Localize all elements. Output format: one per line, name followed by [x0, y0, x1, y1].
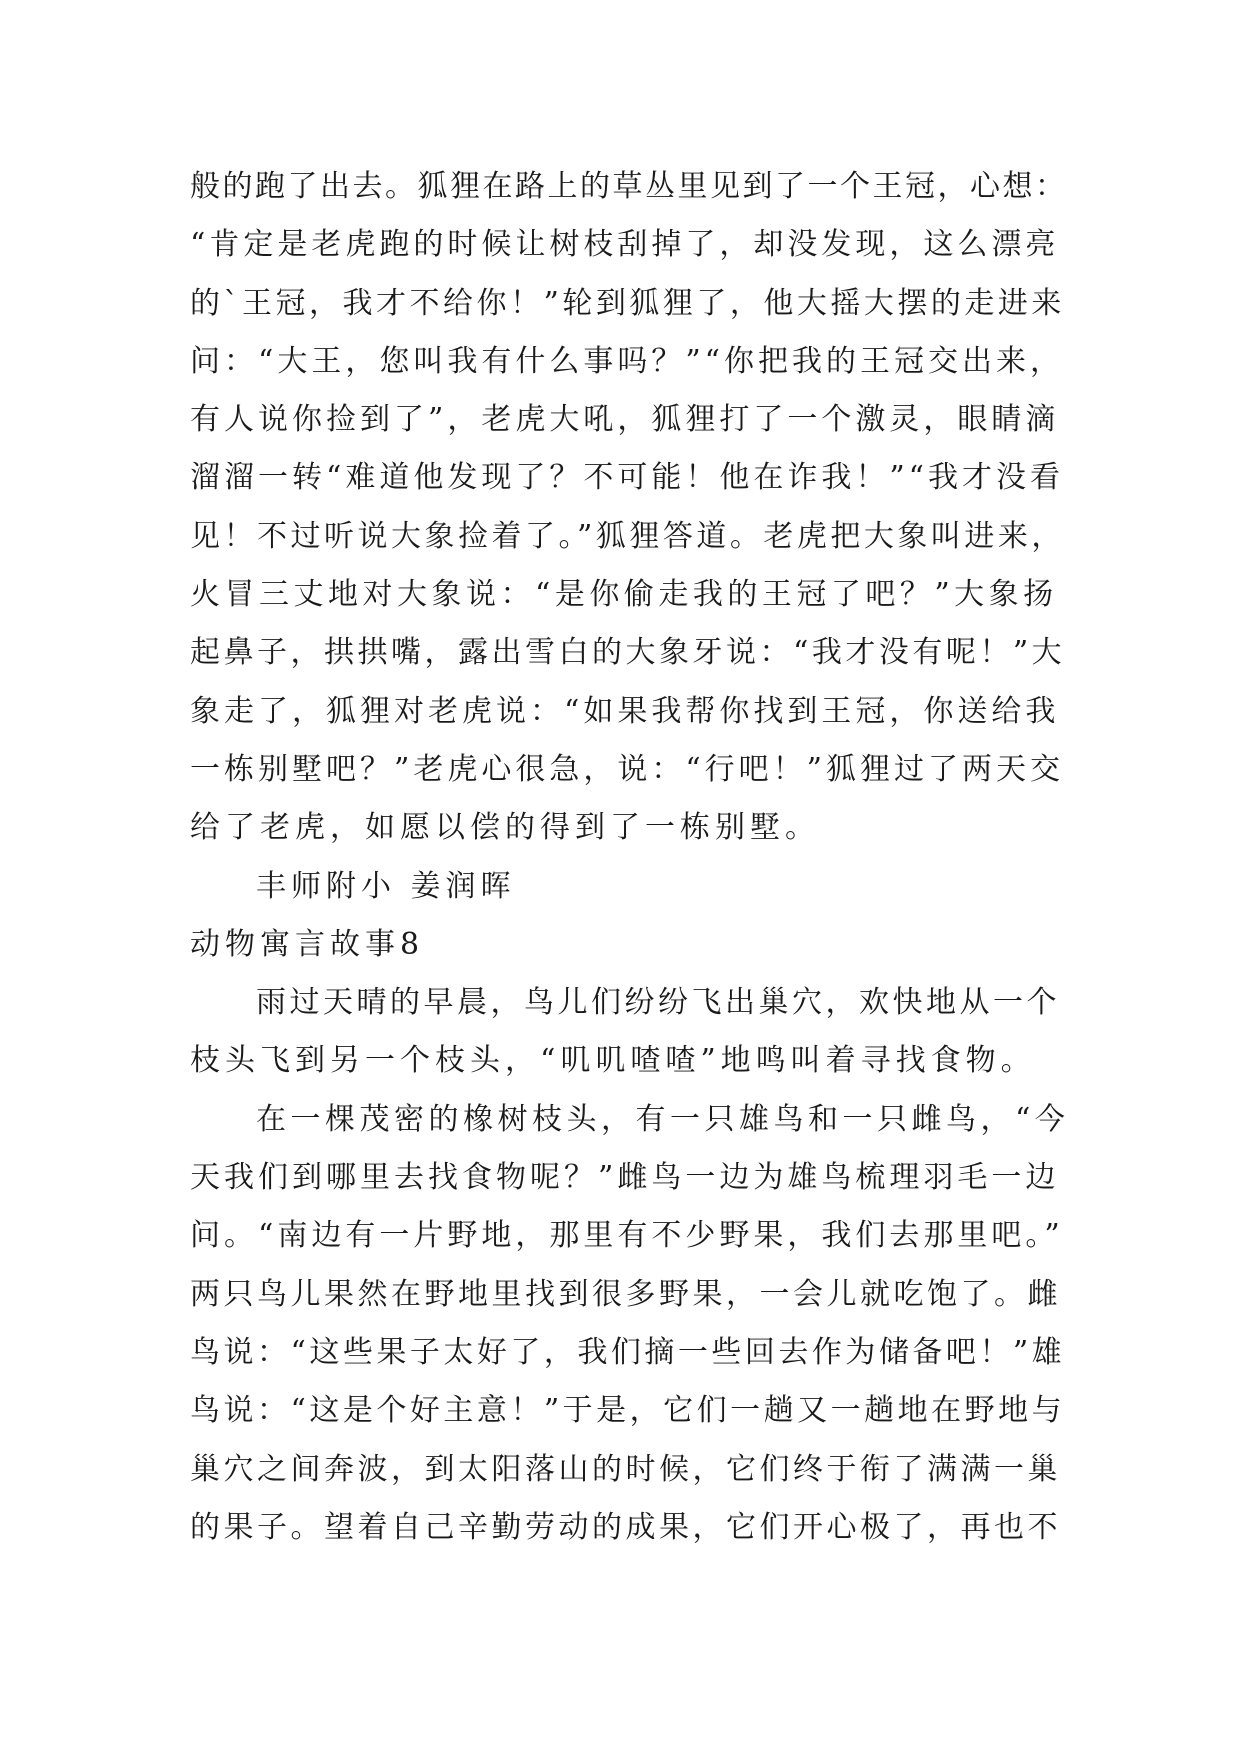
text-line: 般的跑了出去。狐狸在路上的草丛里见到了一个王冠，心想： — [190, 169, 1068, 204]
text-line: “肯定是老虎跑的时候让树枝刮掉了，却没发现，这么漂亮 — [190, 227, 1060, 263]
text-line: 在一棵茂密的橡树枝头，有一只雄鸟和一只雌鸟，“今 — [256, 1101, 1070, 1137]
text-line: 动物寓言故事8 — [190, 926, 425, 962]
text-line: 一栋别墅吧？”老虎心很急，说：“行吧！”狐狸过了两天交 — [190, 751, 1065, 787]
text-line: 的`王冠，我才不给你！”轮到狐狸了，他大摇大摆的走进来 — [190, 285, 1065, 321]
text-line: 有人说你捡到了”，老虎大吼，狐狸打了一个激灵，眼睛滴 — [190, 402, 1060, 438]
text-line: 鸟说：“这是个好主意！”于是，它们一趟又一趟地在野地与 — [190, 1393, 1066, 1429]
text-line: 枝头飞到另一个枝头，“叽叽喳喳”地鸣叫着寻找食物。 — [190, 1043, 1036, 1079]
text-line: 巢穴之间奔波，到太阳落山的时候，它们终于衔了满满一巢 — [190, 1451, 1061, 1487]
text-line: 见！不过听说大象捡着了。”狐狸答道。老虎把大象叫进来， — [190, 518, 1065, 554]
document-body — [190, 158, 1070, 1557]
text-line: 两只鸟儿果然在野地里找到很多野果，一会儿就吃饱了。雌 — [190, 1276, 1061, 1312]
text-line: 溜溜一转“难道他发现了？不可能！他在诈我！”“我才没看 — [190, 460, 1065, 496]
text-line: 天我们到哪里去找食物呢？”雌鸟一边为雄鸟梳理羽毛一边 — [190, 1160, 1060, 1196]
text-line: 雨过天晴的早晨，鸟儿们纷纷飞出巢穴，欢快地从一个 — [256, 985, 1060, 1021]
text-line: 起鼻子，拱拱嘴，露出雪白的大象牙说：“我才没有呢！”大 — [190, 635, 1066, 671]
text-line: 问：“大王，您叫我有什么事吗？”“你把我的王冠交出来， — [190, 343, 1065, 379]
text-line: 火冒三丈地对大象说：“是你偷走我的王冠了吧？”大象扬 — [190, 577, 1058, 613]
text-line: 的果子。望着自己辛勤劳动的成果，它们开心极了，再也不 — [190, 1509, 1061, 1545]
text-line: 给了老虎，如愿以偿的得到了一栋别墅。 — [190, 810, 820, 846]
text-line: 鸟说：“这些果子太好了，我们摘一些回去作为储备吧！”雄 — [190, 1334, 1066, 1370]
text-line: 问。“南边有一片野地，那里有不少野果，我们去那里吧。” — [190, 1218, 1064, 1254]
text-line: 象走了，狐狸对老虎说：“如果我帮你找到王冠，你送给我 — [190, 693, 1060, 729]
text-line: 丰师附小 姜润晖 — [256, 868, 516, 904]
